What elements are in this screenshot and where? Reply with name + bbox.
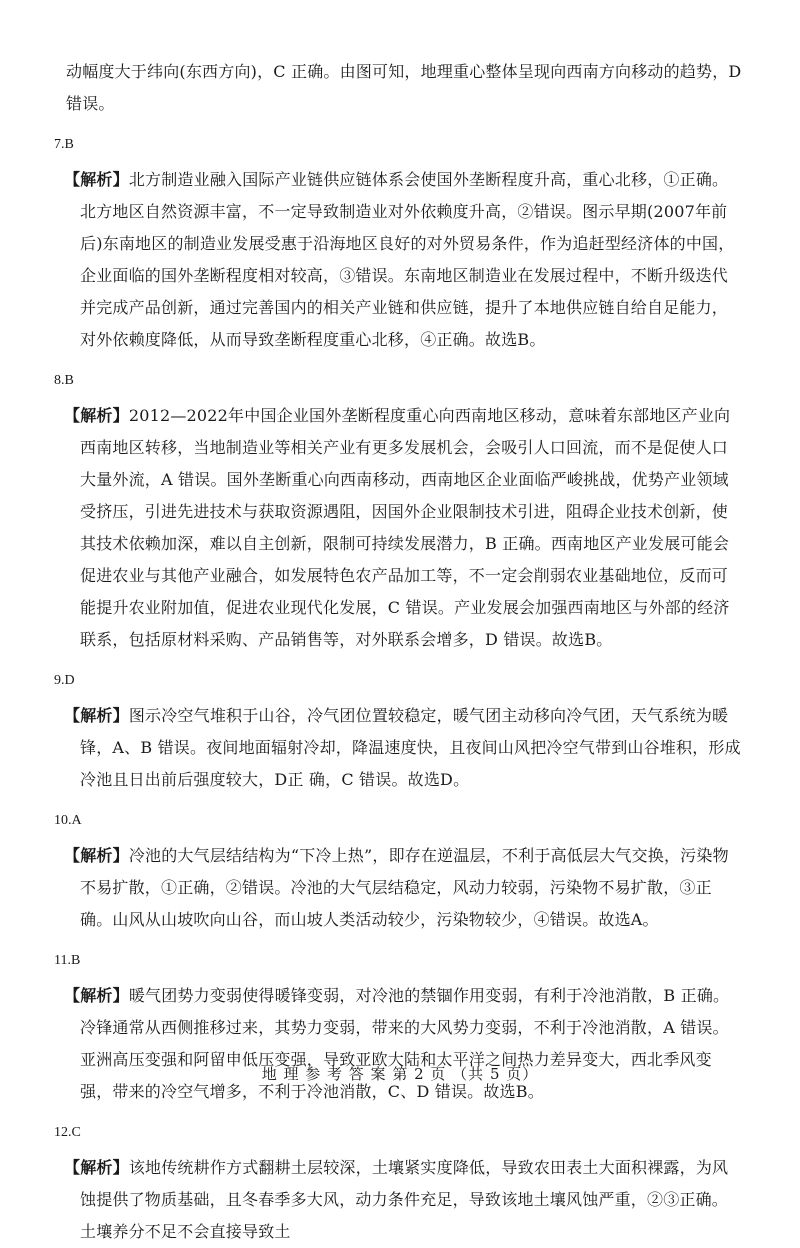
answer-number-7: 7.B [54, 137, 74, 152]
explanation-10 [64, 840, 742, 936]
analysis-tag: 【解析】 [64, 170, 129, 189]
explanation-text: 冷池的大气层结结构为“下冷上热”，即存在逆温层，不利于高低层大气交换，污染物不易扩散，①正确，②错误。冷池的大气层结稳定，风动力较弱，污染物不易扩散，③正确。山风从山坡吹向山谷，而山坡人类活动较少，污染物较少，④错误。故选A。 [80, 846, 729, 929]
explanation-11 [64, 980, 742, 1108]
explanation-9 [64, 700, 742, 796]
answer-number-10: 10.A [54, 813, 82, 828]
explanation-text: 图示冷空气堆积于山谷，冷气团位置较稳定，暖气团主动移向冷气团，天气系统为暖锋，A、B 错误。夜间地面辐射冷却，降温速度快，且夜间山风把冷空气带到山谷堆积，形成冷池且日出前后强度较大，D正 确，C 错误。故选D。 [80, 706, 741, 789]
answer-number-12: 12.C [54, 1125, 81, 1140]
explanation-text: 该地传统耕作方式翻耕土层较深，土壤紧实度降低，导致农田表土大面积裸露，为风蚀提供了物质基础，且冬春季多大风，动力条件充足，导致该地土壤风蚀严重，②③正确。土壤养分不足不会直接导致土 [80, 1158, 729, 1241]
continuation-text: 动幅度大于纬向(东西方向)，C 正确。由图可知，地理重心整体呈现向西南方向移动的趋势，D 错误。 [66, 62, 742, 113]
explanation-7 [64, 164, 742, 356]
explanation-12 [64, 1152, 742, 1248]
explanation-text: 2012—2022年中国企业国外垄断程度重心向西南地区移动，意味着东部地区产业向西南地区转移，当地制造业等相关产业有更多发展机会，会吸引人口回流，而不是促使人口大量外流，A 错误。国外垄断重心向西南移动，西南地区企业面临严峻挑战，优势产业领域受挤压，引进先进技术与获取资源遇阻，因国外企业限制技术引进，阻碍企业技术创新，使其技术依赖加深，难以自主创新，限制可持续发展潜力，B 正确。西南地区产业发展可能会促进农业与其他产业融合，如发展特色农产品加工等，不一定会削弱农业基础地位，反而可能提升农业附加值，促进农业现代化发展，C 错误。产业发展会加强西南地区与外部的经济联系，包括原材料采购、产品销售等，对外联系会增多，D 错误。故选B。 [80, 406, 731, 649]
explanation-text: 暖气团势力变弱使得暖锋变弱，对冷池的禁锢作用变弱，有利于冷池消散，B 正确。冷锋通常从西侧推移过来，其势力变弱，带来的大风势力变弱，不利于冷池消散，A 错误。亚洲高压变强和阿留申低压变强，导致亚欧大陆和太平洋之间热力差异变大，西北季风变强，带来的冷空气增多，不利于冷池消散，C、D 错误。故选B。 [80, 986, 730, 1101]
explanation-8 [64, 400, 742, 656]
analysis-tag: 【解析】 [64, 846, 129, 865]
analysis-tag: 【解析】 [64, 406, 129, 425]
page-footer: 地 理 参 考 答 案 第 2 页 （共 5 页） [261, 1065, 539, 1083]
answer-number-8: 8.B [54, 373, 74, 388]
analysis-tag: 【解析】 [64, 706, 129, 725]
answer-number-11: 11.B [54, 953, 81, 968]
analysis-tag: 【解析】 [64, 986, 129, 1005]
analysis-tag: 【解析】 [64, 1158, 129, 1177]
explanation-text: 北方制造业融入国际产业链供应链体系会使国外垄断程度升高，重心北移，①正确。北方地区自然资源丰富，不一定导致制造业对外依赖度升高，②错误。图示早期(2007年前后)东南地区的制造业发展受惠于沿海地区良好的对外贸易条件，作为追赶型经济体的中国，企业面临的国外垄断程度相对较高，③错误。东南地区制造业在发展过程中，不断升级迭代并完成产品创新，通过完善国内的相关产业链和供应链，提升了本地供应链自给自足能力，对外依赖度降低，从而导致垄断程度重心北移，④正确。故选B。 [80, 170, 735, 349]
answer-number-9: 9.D [54, 673, 75, 688]
